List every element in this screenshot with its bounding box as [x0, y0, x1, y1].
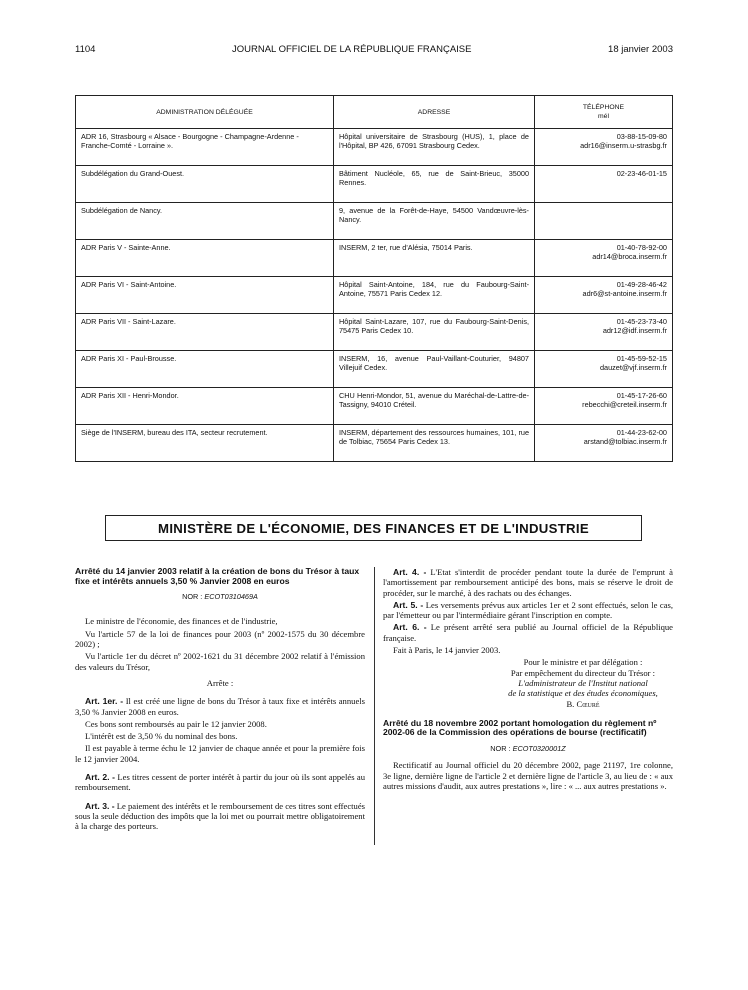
table-header-row — [76, 96, 673, 129]
art4-label: Art. 4. - — [393, 567, 427, 577]
running-header — [75, 44, 673, 55]
phone-number: 03-88-15-09-80 — [616, 132, 667, 141]
art4-text: L'Etat s'interdit de procéder pendant toute la durée de l'emprunt à l'amortissement par remboursement anticipé des bons, mais se réserve le droit de procéder, sur le marché, à des rachats ou des échanges. — [383, 567, 673, 598]
admin-cell: ADR Paris XI - Paul-Brousse. — [76, 351, 334, 388]
column-header-phone-label: TÉLÉPHONE — [582, 104, 625, 111]
art1-para2: Ces bons sont remboursés au pair le 12 janvier 2008. — [85, 718, 267, 729]
arrete1-arrete: Arrête : — [206, 677, 234, 688]
left-column — [75, 567, 365, 834]
signature-line-4: de la statistique et des études économiques, — [508, 688, 658, 699]
admin-cell: ADR 16, Strasbourg « Alsace - Bourgogne - Champagne-Ardenne - Franche-Comté - Lorraine ». — [76, 129, 334, 166]
column-header-phone — [535, 96, 673, 129]
address-cell: INSERM, 16, avenue Paul-Vaillant-Couturier, 94807 Villejuif Cedex. — [334, 351, 535, 388]
signature-line-1: Pour le ministre et par délégation : — [523, 657, 643, 668]
column-header-email-label: mél — [598, 113, 609, 120]
table-row — [76, 203, 673, 240]
address-cell: INSERM, 2 ter, rue d'Alésia, 75014 Paris. — [334, 240, 535, 277]
admin-cell: ADR Paris VII - Saint-Lazare. — [76, 314, 334, 351]
address-cell: CHU Henri-Mondor, 51, avenue du Maréchal-de-Lattre-de-Tassigny, 94010 Créteil. — [334, 388, 535, 425]
contact-cell — [535, 277, 673, 314]
arrete1-vu2: Vu l'article 1er du décret nº 2002-1621 du 31 décembre 2002 relatif à l'émission des valeurs du Trésor, — [75, 651, 365, 672]
arrete1-intro: Le ministre de l'économie, des finances et de l'industrie, — [85, 616, 278, 627]
contact-cell — [535, 166, 673, 203]
table-row — [76, 166, 673, 203]
column-header-admin: ADMINISTRATION DÉLÉGUÉE — [76, 96, 334, 129]
admin-cell: Siège de l'INSERM, bureau des ITA, secteur recrutement. — [76, 425, 334, 462]
address-cell: Bâtiment Nucléole, 65, rue de Saint-Brieuc, 35000 Rennes. — [334, 166, 535, 203]
art1-label: Art. 1er. - — [85, 696, 124, 707]
issue-date: 18 janvier 2003 — [608, 44, 673, 55]
email-address: adr16@inserm.u-strasbg.fr — [580, 141, 667, 150]
email-address: adr6@st-antoine.inserm.fr — [582, 289, 667, 298]
email-address: arstand@tolbiac.inserm.fr — [583, 437, 667, 446]
arrete1-title: Arrêté du 14 janvier 2003 relatif à la création de bons du Trésor à taux fixe et intérêts annuels 3,50 % Janvier 2008 en euros — [75, 566, 360, 586]
art5-label: Art. 5. - — [393, 599, 424, 610]
table-row — [76, 314, 673, 351]
contact-cell — [535, 425, 673, 462]
art6-para — [383, 622, 673, 643]
art2-label: Art. 2. - — [85, 772, 116, 783]
admin-cell: ADR Paris XII - Henri-Mondor. — [76, 388, 334, 425]
right-column — [383, 567, 673, 793]
phone-number: 01-45-59-52-15 — [616, 354, 667, 363]
art6-text: Le présent arrêté sera publié au Journal officiel de la République française. — [383, 622, 673, 643]
admin-cell: ADR Paris VI - Saint-Antoine. — [76, 277, 334, 314]
arrete2-nor — [383, 744, 673, 754]
contact-cell — [535, 351, 673, 388]
arrete1-nor — [75, 592, 365, 602]
signature-line-2: Par empêchement du directeur du Trésor : — [510, 667, 656, 678]
delegations-table — [75, 95, 673, 462]
admin-cell: ADR Paris V - Sainte-Anne. — [76, 240, 334, 277]
art3-text: Le paiement des intérêts et le remboursement de ces titres sont effectués sous la seule déduction des impôts que la loi met ou pourrait mettre obligatoirement à la charge des porteurs. — [75, 800, 366, 832]
art2-para — [75, 772, 365, 793]
ministry-heading: MINISTÈRE DE L'ÉCONOMIE, DES FINANCES ET DE L'INDUSTRIE — [105, 515, 642, 541]
art5-para — [383, 600, 673, 621]
phone-number: 01-49-28-46-42 — [616, 280, 667, 289]
phone-number: 01-40-78-92-00 — [616, 243, 667, 252]
address-cell: Hôpital Saint-Antoine, 184, rue du Faubourg-Saint-Antoine, 75571 Paris Cedex 12. — [334, 277, 535, 314]
email-address: dauzet@vjf.inserm.fr — [599, 363, 667, 372]
contact-cell — [535, 129, 673, 166]
journal-title: JOURNAL OFFICIEL DE LA RÉPUBLIQUE FRANÇAISE — [231, 44, 472, 55]
art5-text: Les versements prévus aux articles 1er et 2 sont effectués, selon le cas, par l'émetteur ou par l'intermédiaire gérant l'inscription en compte. — [383, 599, 673, 621]
art4-para — [383, 567, 673, 598]
nor-code: ECOT0310469A — [204, 592, 258, 602]
art1-text: Il est créé une ligne de bons du Trésor à taux fixe et intérêts annuels 3,50 % Janvier 2008 en euros. — [75, 696, 365, 717]
column-header-address: ADRESSE — [334, 96, 535, 129]
arrete1-vu1: Vu l'article 57 de la loi de finances pour 2003 (nº 2002-1575 du 30 décembre 2002) ; — [75, 628, 365, 650]
table-row — [76, 351, 673, 388]
fait-line: Fait à Paris, le 14 janvier 2003. — [393, 645, 501, 656]
contact-cell — [535, 314, 673, 351]
signature-line-3: L'administrateur de l'Institut national — [518, 677, 648, 688]
email-address: adr14@broca.inserm.fr — [592, 252, 667, 261]
art3-label: Art. 3. - — [85, 800, 115, 811]
table-row — [76, 388, 673, 425]
signature-name: B. Cœuré — [566, 698, 600, 709]
art1-para3: L'intérêt est de 3,50 % du nominal des bons. — [85, 731, 238, 742]
page-number: 1104 — [75, 44, 96, 55]
phone-number: 01-45-17-26-60 — [616, 391, 667, 400]
contact-cell — [535, 388, 673, 425]
nor-label: NOR : — [182, 592, 203, 602]
column-divider — [374, 567, 375, 845]
address-cell: Hôpital Saint-Lazare, 107, rue du Faubourg-Saint-Denis, 75475 Paris Cedex 10. — [334, 314, 535, 351]
admin-cell: Subdélégation de Nancy. — [76, 203, 334, 240]
phone-number: 02-23-46-01-15 — [616, 169, 667, 178]
phone-number: 01-44-23-62-00 — [616, 428, 667, 437]
nor-code: ECOT0320001Z — [512, 744, 566, 754]
table-row — [76, 277, 673, 314]
contact-cell — [535, 240, 673, 277]
art3-para — [75, 801, 365, 832]
address-cell: 9, avenue de la Forêt-de-Haye, 54500 Vandœuvre-lès-Nancy. — [334, 203, 535, 240]
arrete2-title: Arrêté du 18 novembre 2002 portant homologation du règlement nº 2002-06 de la Commission des opérations de bourse (rectificatif) — [383, 717, 657, 738]
table-row — [76, 240, 673, 277]
nor-label: NOR : — [490, 744, 511, 754]
address-cell: Hôpital universitaire de Strasbourg (HUS), 1, place de l'Hôpital, BP 426, 67091 Strasbourg Cedex. — [334, 129, 535, 166]
contact-cell — [535, 203, 673, 240]
art1-para — [75, 696, 365, 717]
address-cell: INSERM, département des ressources humaines, 101, rue de Tolbiac, 75654 Paris Cedex 13. — [334, 425, 535, 462]
art2-text: Les titres cessent de porter intérêt à partir du jour où ils sont appelés au remboursement. — [75, 772, 366, 793]
phone-number: 01-45-23-73-40 — [616, 317, 667, 326]
email-address: rebecchi@creteil.inserm.fr — [582, 400, 667, 409]
arrete2-text: Rectificatif au Journal officiel du 20 décembre 2002, page 21197, 1re colonne, 3e ligne, dernière ligne de l'article 2 et dernière ligne de l'article 3, au lieu de : « aux autres missions d'audit, aux autres prestations », lire : « ... aux autres prestations ». — [383, 760, 673, 791]
art6-label: Art. 6. - — [393, 622, 427, 633]
admin-cell: Subdélégation du Grand-Ouest. — [76, 166, 334, 203]
table-row — [76, 425, 673, 462]
table-row — [76, 129, 673, 166]
email-address: adr12@idf.inserm.fr — [602, 326, 667, 335]
art1-para4: Il est payable à terme échu le 12 janvier de chaque année et pour la première fois le 12 janvier 2004. — [75, 743, 365, 764]
